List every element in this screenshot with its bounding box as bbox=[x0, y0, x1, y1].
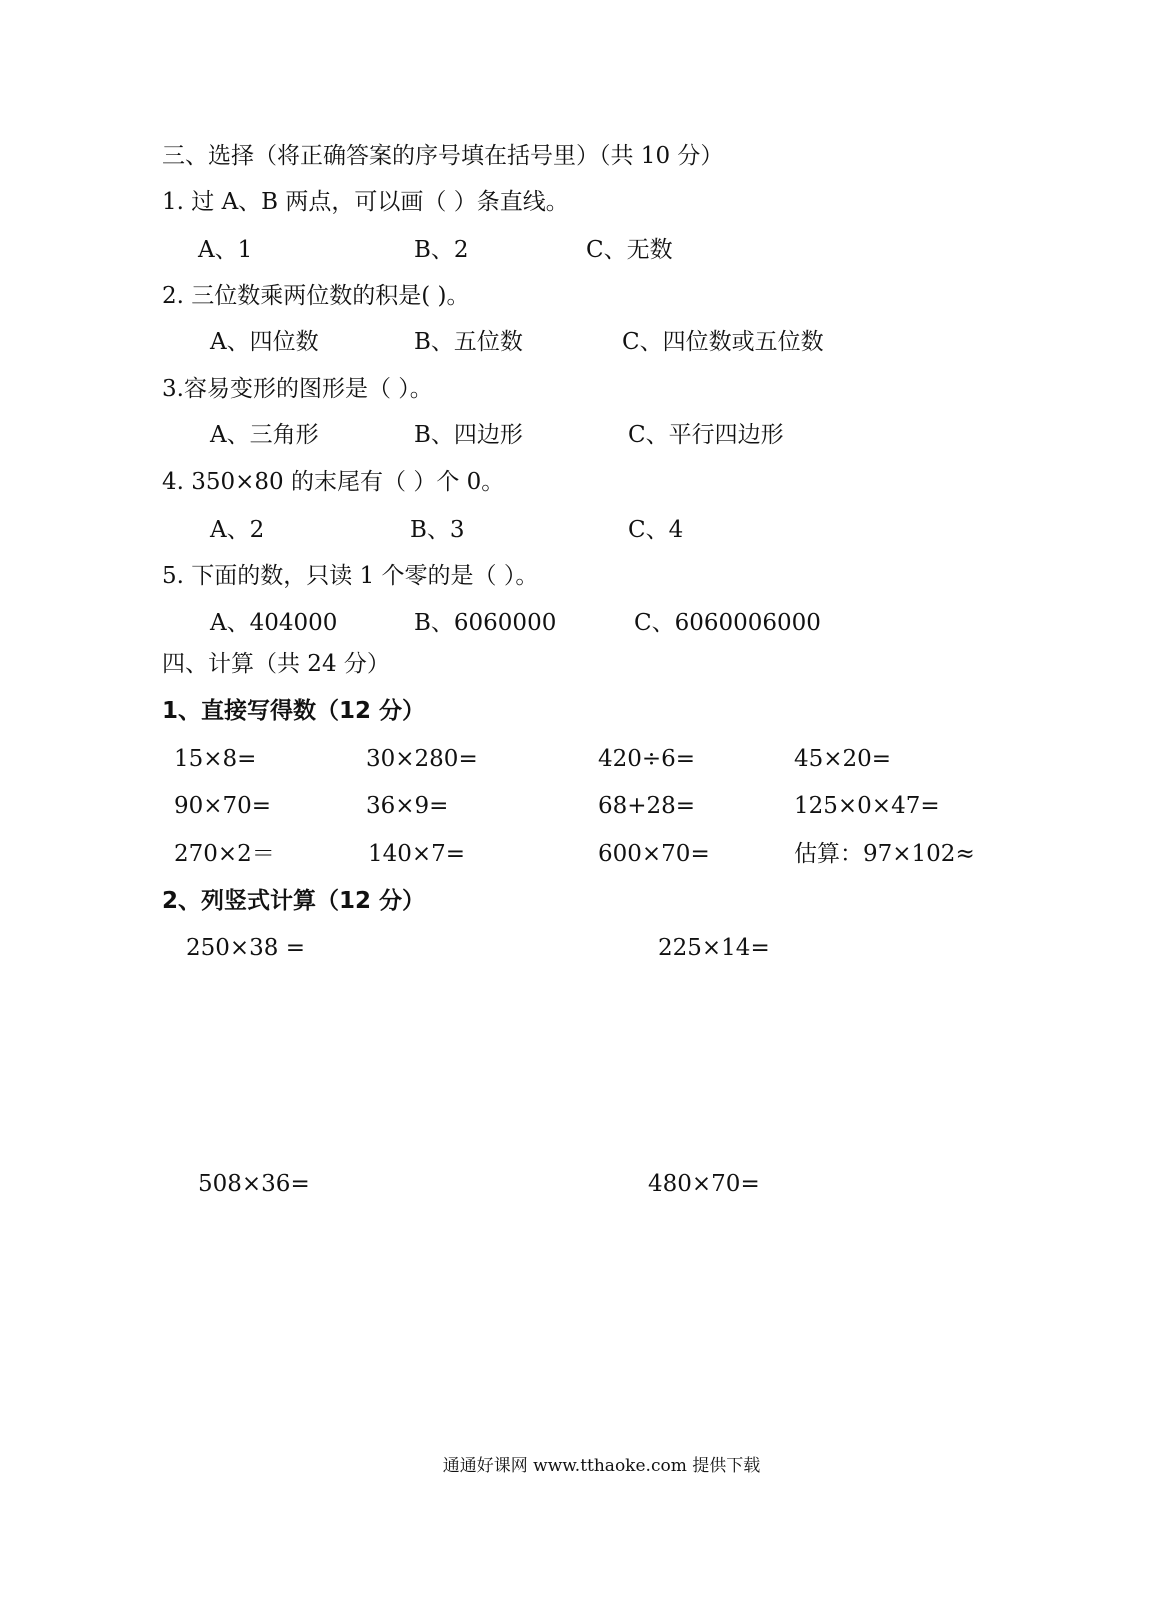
calc-2-3: 68+28= bbox=[598, 793, 696, 819]
q3-option-b: B、四边形 bbox=[414, 422, 523, 448]
calc-1-3: 420÷6= bbox=[598, 746, 696, 772]
q1-option-a: A、1 bbox=[198, 237, 253, 263]
calc-1-2: 30×280= bbox=[366, 746, 478, 772]
calc-2-4: 125×0×47= bbox=[794, 793, 940, 819]
q1-option-c: C、无数 bbox=[586, 237, 673, 263]
q5-option-a: A、404000 bbox=[210, 610, 338, 636]
calc-3-3: 600×70= bbox=[598, 841, 710, 867]
question-2: 2. 三位数乘两位数的积是( )。 bbox=[162, 283, 470, 309]
q4-option-a: A、2 bbox=[210, 517, 265, 543]
footer: 通通好课网 www.tthaoke.com 提供下载 bbox=[442, 1456, 761, 1476]
q2-option-a: A、四位数 bbox=[210, 329, 319, 355]
q4-option-c: C、4 bbox=[628, 517, 684, 543]
calc-1-4: 45×20= bbox=[794, 746, 892, 772]
q2-option-b: B、五位数 bbox=[414, 329, 523, 355]
question-5: 5. 下面的数，只读 1 个零的是（ ）。 bbox=[162, 563, 539, 589]
calc-3-4: 估算：97×102≈ bbox=[794, 841, 975, 867]
calc-3-1: 270×2＝ bbox=[174, 841, 275, 867]
question-3: 3.容易变形的图形是（ ）。 bbox=[162, 376, 433, 402]
vertical-calc-1: 250×38 = bbox=[186, 935, 306, 961]
q2-option-c: C、四位数或五位数 bbox=[622, 329, 824, 355]
part1-title: 1、直接写得数（12 分） bbox=[162, 698, 426, 724]
vertical-calc-3: 508×36= bbox=[198, 1171, 310, 1197]
question-4: 4. 350×80 的末尾有（ ）个 0。 bbox=[162, 469, 505, 495]
calc-3-2: 140×7= bbox=[368, 841, 466, 867]
q4-option-b: B、3 bbox=[410, 517, 465, 543]
q3-option-c: C、平行四边形 bbox=[628, 422, 784, 448]
q5-option-b: B、6060000 bbox=[414, 610, 557, 636]
section3-title: 三、选择（将正确答案的序号填在括号里）（共 10 分） bbox=[162, 143, 724, 169]
calc-2-1: 90×70= bbox=[174, 793, 272, 819]
part2-title: 2、列竖式计算（12 分） bbox=[162, 888, 426, 914]
question-1: 1. 过 A、B 两点，可以画（ ）条直线。 bbox=[162, 189, 569, 215]
q1-option-b: B、2 bbox=[414, 237, 469, 263]
q3-option-a: A、三角形 bbox=[210, 422, 319, 448]
calc-1-1: 15×8= bbox=[174, 746, 257, 772]
vertical-calc-2: 225×14= bbox=[658, 935, 770, 961]
q5-option-c: C、6060006000 bbox=[634, 610, 821, 636]
section4-title: 四、计算（共 24 分） bbox=[162, 651, 390, 677]
vertical-calc-4: 480×70= bbox=[648, 1171, 760, 1197]
calc-2-2: 36×9= bbox=[366, 793, 449, 819]
